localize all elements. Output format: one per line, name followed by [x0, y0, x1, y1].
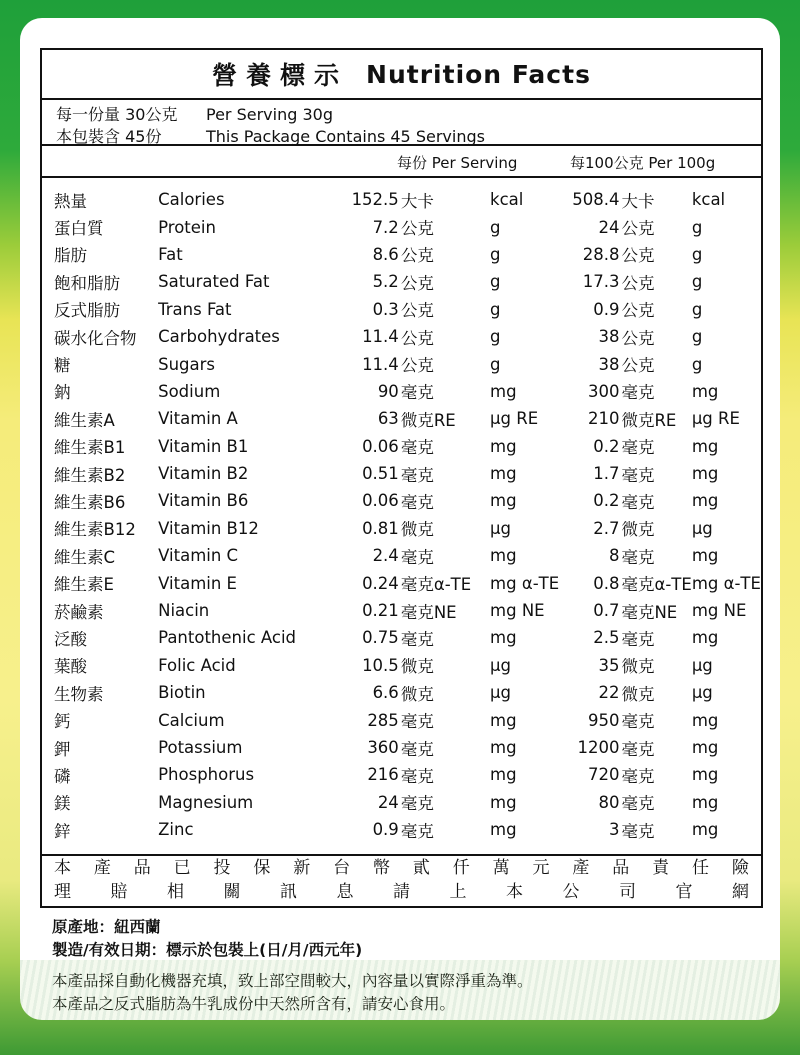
insurance-char: 關 [223, 882, 241, 902]
nutrient-en: Vitamin B6 [158, 491, 249, 511]
nutrient-i1: mg [490, 546, 517, 566]
nutrient-v2: 720 [587, 765, 620, 785]
nutrient-en: Phosphorus [158, 765, 255, 785]
insurance-char: 產 [572, 858, 590, 878]
nutrient-v2: 24 [598, 217, 620, 237]
table-row [42, 542, 761, 569]
nutrient-v1: 7.2 [372, 217, 399, 237]
nutrient-en: Vitamin B12 [158, 518, 259, 538]
nutrient-u2: 公克 [621, 356, 655, 376]
nutrient-v2: 0.2 [593, 491, 620, 511]
nutrient-v2: 1.7 [593, 464, 620, 484]
nutrient-zh: 熱量 [54, 191, 87, 211]
nutrient-v2: 0.8 [593, 573, 620, 593]
nutrient-u1: 公克 [400, 246, 434, 266]
insurance-char: 已 [173, 858, 191, 878]
nutrient-v1: 90 [377, 381, 399, 401]
nutrient-u1: 微克 [400, 520, 434, 540]
nutrient-i2: mg [691, 464, 719, 484]
nutrient-v1: 2.4 [372, 546, 399, 566]
nutrient-en: Sugars [158, 354, 216, 374]
nutrient-en: Vitamin C [158, 546, 239, 566]
serving-info [42, 100, 761, 146]
nutrient-en: Potassium [158, 738, 243, 757]
nutrient-u2: 毫克 [621, 821, 655, 841]
nutrient-v2: 2.5 [593, 628, 620, 648]
nutrient-i2: g [691, 217, 703, 237]
nutrient-u1: 毫克α-TE [400, 575, 472, 595]
nutrient-i1: g [490, 244, 501, 264]
nutrient-u2: 公克 [621, 328, 655, 348]
nutrient-zh: 葉酸 [54, 657, 87, 677]
insurance-char: 官 [675, 882, 693, 902]
nutrient-v1: 0.9 [372, 820, 399, 840]
nutrient-zh: 生物素 [54, 684, 104, 704]
nutrient-v2: 0.9 [593, 299, 620, 319]
table-row [42, 296, 761, 323]
table-row [42, 487, 761, 514]
table-row [42, 460, 761, 487]
nutrient-u2: 公克 [621, 301, 655, 321]
nutrient-en: Carbohydrates [158, 327, 280, 347]
title-english: Nutrition Facts [366, 59, 591, 89]
nutrient-i2: mg [691, 792, 719, 812]
nutrient-u1: 微克 [400, 657, 434, 677]
nutrient-en: Magnesium [158, 792, 254, 812]
nutrient-i2: mg [691, 710, 719, 730]
nutrient-i1: mg [490, 491, 517, 511]
nutrient-zh: 維生素A [54, 410, 115, 430]
nutrient-zh: 蛋白質 [54, 219, 104, 239]
fill-note: 本產品採自動化機器充填，致上部空間較大，內容量以實際淨重為準。 [52, 972, 533, 990]
nutrient-i1: mg [490, 820, 517, 840]
nutrient-v2: 0.7 [593, 601, 620, 621]
insurance-char: 新 [293, 858, 311, 878]
nutrient-i1: mg [490, 628, 517, 648]
nutrient-en: Calories [158, 190, 225, 210]
nutrient-v1: 0.81 [362, 518, 399, 538]
insurance-char: 幣 [373, 858, 390, 878]
nutrient-u1: 大卡 [400, 191, 434, 211]
nutrient-i1: mg [490, 738, 517, 757]
nutrient-u1: 微克RE [400, 410, 456, 430]
nutrient-v1: 152.5 [351, 190, 399, 210]
nutrient-zh: 維生素B1 [54, 438, 126, 458]
nutrient-v2: 28.8 [582, 244, 620, 264]
nutrient-v1: 10.5 [362, 655, 399, 675]
nutrient-i2: g [691, 299, 703, 319]
nutrient-en: Saturated Fat [158, 272, 270, 292]
insurance-char: 品 [133, 858, 151, 878]
trans-fat-note: 本產品之反式脂肪為牛乳成份中天然所含有，請安心食用。 [52, 995, 456, 1013]
table-row [42, 378, 761, 405]
nutrient-v2: 210 [587, 409, 620, 429]
nutrient-i2: mg [691, 820, 719, 840]
nutrient-v1: 0.24 [362, 573, 399, 593]
nutrient-i2: g [691, 272, 703, 292]
nutrient-v1: 0.3 [372, 299, 399, 319]
table-row [42, 350, 761, 377]
column-headers [42, 146, 761, 178]
insurance-char: 保 [253, 858, 271, 878]
nutrient-en: Pantothenic Acid [158, 628, 297, 648]
nutrient-i1: mg [490, 710, 517, 730]
nutrient-i2: mg [691, 628, 719, 648]
nutrient-u1: 毫克 [400, 821, 434, 841]
nutrient-v2: 950 [587, 710, 620, 730]
nutrient-i2: mg [691, 381, 719, 401]
nutrient-u2: 毫克 [621, 383, 655, 403]
nutrient-u2: 微克RE [621, 410, 677, 430]
nutrient-v1: 5.2 [372, 272, 399, 292]
nutrient-i2: mg [691, 546, 719, 566]
nutrient-i2: mg NE [691, 601, 747, 621]
nutrient-en: Folic Acid [158, 655, 236, 675]
nutrient-v2: 8 [608, 546, 620, 566]
nutrient-v1: 8.6 [372, 244, 399, 264]
nutrient-v2: 38 [598, 354, 620, 374]
nutrient-i2: mg [691, 436, 719, 456]
nutrient-i1: g [490, 354, 501, 374]
nutrient-u1: 毫克 [400, 438, 434, 458]
insurance-char: 理 [54, 882, 71, 902]
nutrient-v1: 63 [377, 409, 399, 429]
nutrient-en: Vitamin B1 [158, 436, 249, 456]
insurance-char: 網 [732, 882, 749, 902]
table-row [42, 706, 761, 733]
nutrient-u2: 微克 [621, 520, 655, 540]
nutrient-i1: μg [490, 655, 512, 675]
nutrient-u1: 毫克 [400, 629, 434, 649]
nutrient-u2: 毫克 [621, 766, 655, 786]
nutrient-zh: 鎂 [54, 794, 71, 814]
per-100g-header: 每100公克 Per 100g [570, 154, 716, 172]
insurance-char: 相 [167, 882, 184, 902]
table-row [42, 433, 761, 460]
nutrient-zh: 維生素E [54, 575, 114, 595]
insurance-char: 請 [393, 882, 410, 902]
nutrient-i1: mg NE [490, 601, 545, 621]
nutrient-u2: 毫克 [621, 547, 655, 567]
table-row [42, 652, 761, 679]
nutrient-v2: 17.3 [582, 272, 620, 292]
nutrient-u2: 大卡 [621, 191, 655, 211]
table-row [42, 569, 761, 596]
nutrient-v1: 11.4 [362, 327, 399, 347]
nutrient-zh: 鋅 [54, 821, 71, 841]
nutrient-u2: 毫克 [621, 438, 655, 458]
nutrient-v1: 0.51 [362, 464, 399, 484]
nutrient-i2: μg [691, 683, 713, 703]
table-row [42, 597, 761, 624]
insurance-line-1 [42, 856, 761, 880]
insurance-char: 訊 [280, 882, 297, 902]
nutrient-zh: 飽和脂肪 [54, 273, 120, 293]
nutrient-en: Zinc [158, 820, 194, 840]
nutrient-u1: 公克 [400, 328, 434, 348]
table-row [42, 213, 761, 240]
table-row [42, 789, 761, 816]
nutrient-zh: 維生素B2 [54, 465, 126, 485]
nutrient-u2: 微克 [621, 684, 655, 704]
nutrient-i1: g [490, 217, 501, 237]
nutrient-u1: 毫克 [400, 712, 434, 732]
table-row [42, 679, 761, 706]
nutrient-v1: 0.06 [362, 491, 399, 511]
insurance-char: 險 [731, 858, 749, 878]
nutrient-u1: 公克 [400, 219, 434, 239]
nutrient-zh: 維生素B6 [54, 492, 126, 512]
nutrient-u1: 毫克NE [400, 602, 457, 622]
insurance-char: 本 [506, 882, 523, 902]
nutrient-zh: 反式脂肪 [54, 301, 120, 321]
nutrient-i2: mg [691, 765, 719, 785]
nutrient-i2: μg [691, 655, 713, 675]
nutrient-i2: kcal [691, 190, 726, 210]
nutrient-u2: 毫克 [621, 794, 655, 814]
nutrient-zh: 碳水化合物 [54, 328, 137, 348]
nutrient-i1: mg [490, 792, 517, 812]
nutrient-u2: 微克 [621, 657, 655, 677]
nutrient-i2: mg [691, 738, 719, 757]
title-chinese: 營養標示 [212, 61, 349, 90]
table-row [42, 515, 761, 542]
insurance-char: 賠 [110, 882, 128, 902]
nutrient-u2: 毫克 [621, 739, 655, 759]
nutrient-u1: 公克 [400, 301, 434, 321]
nutrient-v1: 0.21 [362, 601, 399, 621]
insurance-char: 台 [333, 858, 351, 878]
nutrient-v2: 0.2 [593, 436, 620, 456]
nutrient-i2: g [691, 354, 703, 374]
insurance-char: 本 [54, 858, 71, 878]
nutrient-u1: 微克 [400, 684, 434, 704]
nutrient-i1: g [490, 272, 501, 292]
table-row [42, 186, 761, 213]
servings-count-en: This Package Contains 45 Servings [206, 127, 485, 146]
nutrient-en: Protein [158, 217, 216, 237]
nutrient-v1: 285 [367, 710, 399, 730]
table-row [42, 761, 761, 788]
label-card [20, 18, 780, 1020]
nutrient-u2: 毫克 [621, 629, 655, 649]
nutrient-v2: 2.7 [593, 518, 620, 538]
table-row [42, 734, 761, 761]
nutrient-v2: 35 [598, 655, 620, 675]
nutrient-i1: mg [490, 381, 517, 401]
table-row [42, 624, 761, 651]
insurance-line-2 [42, 880, 761, 904]
nutrient-i1: mg α-TE [490, 573, 560, 593]
insurance-char: 元 [532, 858, 550, 878]
nutrient-u1: 毫克 [400, 383, 434, 403]
grass-decoration [20, 960, 780, 1020]
serving-size-zh: 每一份量 30公克 [56, 105, 178, 124]
nutrient-v2: 38 [598, 327, 620, 347]
insurance-char: 責 [652, 858, 670, 878]
nutrient-zh: 脂肪 [54, 246, 87, 266]
insurance-char: 息 [336, 882, 354, 902]
nutrient-i1: mg [490, 436, 517, 456]
nutrient-i2: μg RE [691, 409, 740, 429]
per-serving-header: 每份 Per Serving [397, 154, 518, 172]
insurance-char: 司 [619, 882, 636, 902]
nutrient-i1: μg [490, 518, 512, 538]
nutrient-i1: mg [490, 464, 517, 484]
nutrient-en: Biotin [158, 683, 206, 703]
nutrient-u2: 毫克 [621, 712, 655, 732]
nutrient-v2: 22 [598, 683, 620, 703]
table-row [42, 241, 761, 268]
nutrient-u1: 公克 [400, 356, 434, 376]
nutrient-v1: 216 [367, 765, 399, 785]
nutrient-i2: μg [691, 518, 713, 538]
nutrient-zh: 泛酸 [54, 629, 87, 649]
nutrient-u2: 公克 [621, 273, 655, 293]
nutrient-u1: 毫克 [400, 739, 434, 759]
nutrient-u2: 毫克 [621, 465, 655, 485]
nutrient-u1: 毫克 [400, 547, 434, 567]
origin-text: 原產地：紐西蘭 [52, 918, 161, 936]
nutrient-v2: 1200 [577, 738, 620, 757]
nutrient-v2: 508.4 [572, 190, 620, 210]
servings-count-zh: 本包裝含 45份 [56, 127, 162, 146]
insurance-char: 上 [449, 882, 467, 902]
insurance-notice [40, 856, 763, 908]
insurance-char: 仟 [452, 858, 470, 878]
nutrient-i2: mg α-TE [691, 573, 761, 593]
nutrient-en: Vitamin B2 [158, 464, 249, 484]
nutrient-en: Vitamin E [158, 573, 237, 593]
nutrient-v1: 0.06 [362, 436, 399, 456]
nutrient-u2: 公克 [621, 246, 655, 266]
nutrient-zh: 糖 [54, 356, 71, 376]
table-row [42, 816, 761, 843]
nutrient-i1: g [490, 327, 501, 347]
date-text: 製造/有效日期：標示於包裝上(日/月/西元年) [52, 941, 363, 959]
nutrition-title [42, 50, 761, 100]
insurance-char: 公 [562, 882, 580, 902]
nutrient-v2: 80 [598, 792, 620, 812]
nutrient-zh: 維生素B12 [54, 520, 136, 540]
insurance-char: 貳 [412, 858, 430, 878]
nutrient-u1: 毫克 [400, 492, 434, 512]
nutrient-i1: g [490, 299, 501, 319]
nutrient-u1: 毫克 [400, 794, 434, 814]
insurance-char: 投 [213, 858, 231, 878]
insurance-char: 萬 [492, 858, 510, 878]
nutrient-en: Trans Fat [158, 299, 232, 319]
nutrient-i1: mg [490, 765, 517, 785]
nutrient-v1: 0.75 [362, 628, 399, 648]
nutrient-u2: 公克 [621, 219, 655, 239]
nutrient-zh: 鈣 [54, 712, 71, 732]
nutrient-u2: 毫克α-TE [621, 575, 692, 595]
nutrient-en: Vitamin A [158, 409, 238, 429]
nutrient-i1: μg [490, 683, 512, 703]
nutrient-v1: 11.4 [362, 354, 399, 374]
table-row [42, 323, 761, 350]
nutrient-u1: 公克 [400, 273, 434, 293]
nutrient-en: Niacin [158, 601, 210, 621]
nutrient-v2: 300 [587, 381, 620, 401]
serving-size-en: Per Serving 30g [206, 105, 333, 124]
insurance-char: 產 [93, 858, 111, 878]
nutrient-u1: 毫克 [400, 766, 434, 786]
insurance-char: 任 [692, 858, 709, 878]
nutrient-table [42, 186, 761, 843]
nutrient-v1: 360 [367, 738, 399, 757]
nutrient-v2: 3 [608, 820, 620, 840]
nutrient-zh: 菸鹼素 [54, 602, 104, 622]
nutrient-u1: 毫克 [400, 465, 434, 485]
nutrient-en: Sodium [158, 381, 221, 401]
nutrient-en: Fat [158, 244, 183, 264]
nutrition-facts-panel [40, 48, 763, 856]
nutrient-zh: 磷 [54, 766, 71, 786]
nutrient-i2: mg [691, 491, 719, 511]
nutrient-u2: 毫克NE [621, 602, 678, 622]
nutrient-u2: 毫克 [621, 492, 655, 512]
nutrient-v1: 24 [377, 792, 399, 812]
insurance-char: 品 [612, 858, 630, 878]
nutrient-zh: 鉀 [54, 739, 71, 759]
table-row [42, 268, 761, 295]
table-row [42, 405, 761, 432]
nutrient-zh: 維生素C [54, 547, 116, 567]
nutrient-i2: g [691, 244, 703, 264]
nutrient-i2: g [691, 327, 703, 347]
nutrient-en: Calcium [158, 710, 225, 730]
nutrient-i1: μg RE [490, 409, 539, 429]
nutrient-i1: kcal [490, 190, 524, 210]
nutrient-zh: 鈉 [54, 383, 71, 403]
nutrient-v1: 6.6 [372, 683, 399, 703]
